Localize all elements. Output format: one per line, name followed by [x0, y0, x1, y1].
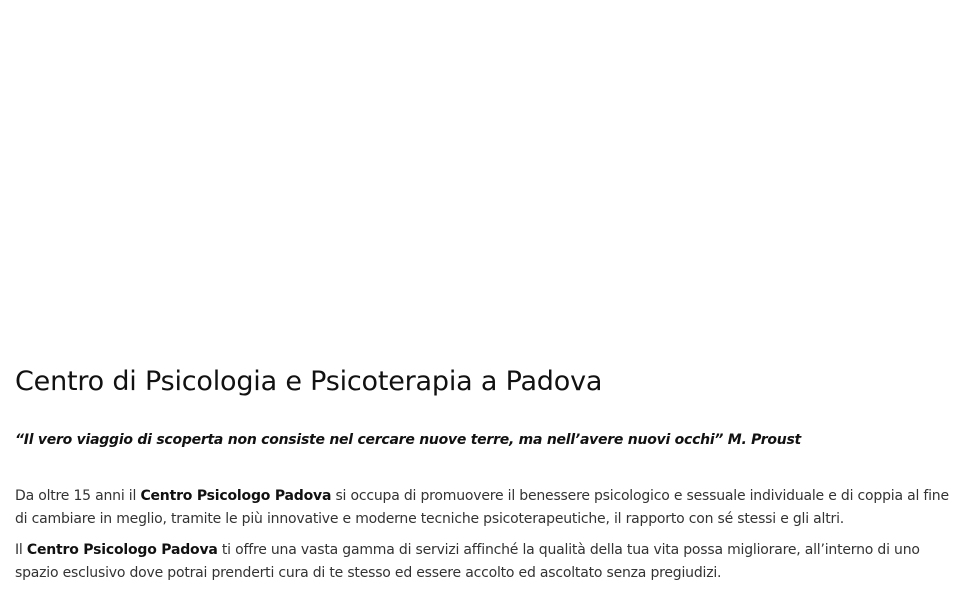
services-paragraph [15, 539, 950, 584]
intro-text-start: Da oltre 15 anni il [15, 488, 141, 504]
centro-name-emphasis: Centro Psicologo Padova [140, 488, 332, 504]
services-text-end: ti offre una vasta gamma di servizi affinché la qualità della tua vita possa migliorare, all’interno di uno spazio esclusivo dove potrai prenderti cura di te stesso ed essere accolto ed ascoltato senza pregiudizi. [15, 542, 920, 581]
services-text-start: Il [15, 542, 27, 558]
intro-text-end: si occupa di promuovere il benessere psicologico e sessuale individuale e di coppia al fine di cambiare in meglio, tramite le più innovative e moderne tecniche psicoterapeutiche, il rapporto con sé stessi e gli altri. [15, 488, 949, 527]
proust-quote: “Il vero viaggio di scoperta non consiste nel cercare nuove terre, ma nell’avere nuovi occhi” M. Proust [15, 432, 801, 448]
centro-name-emphasis: Centro Psicologo Padova [26, 542, 218, 558]
page-title: Centro di Psicologia e Psicoterapia a Padova [15, 366, 603, 397]
main-content [15, 362, 950, 584]
intro-paragraph [15, 485, 950, 530]
